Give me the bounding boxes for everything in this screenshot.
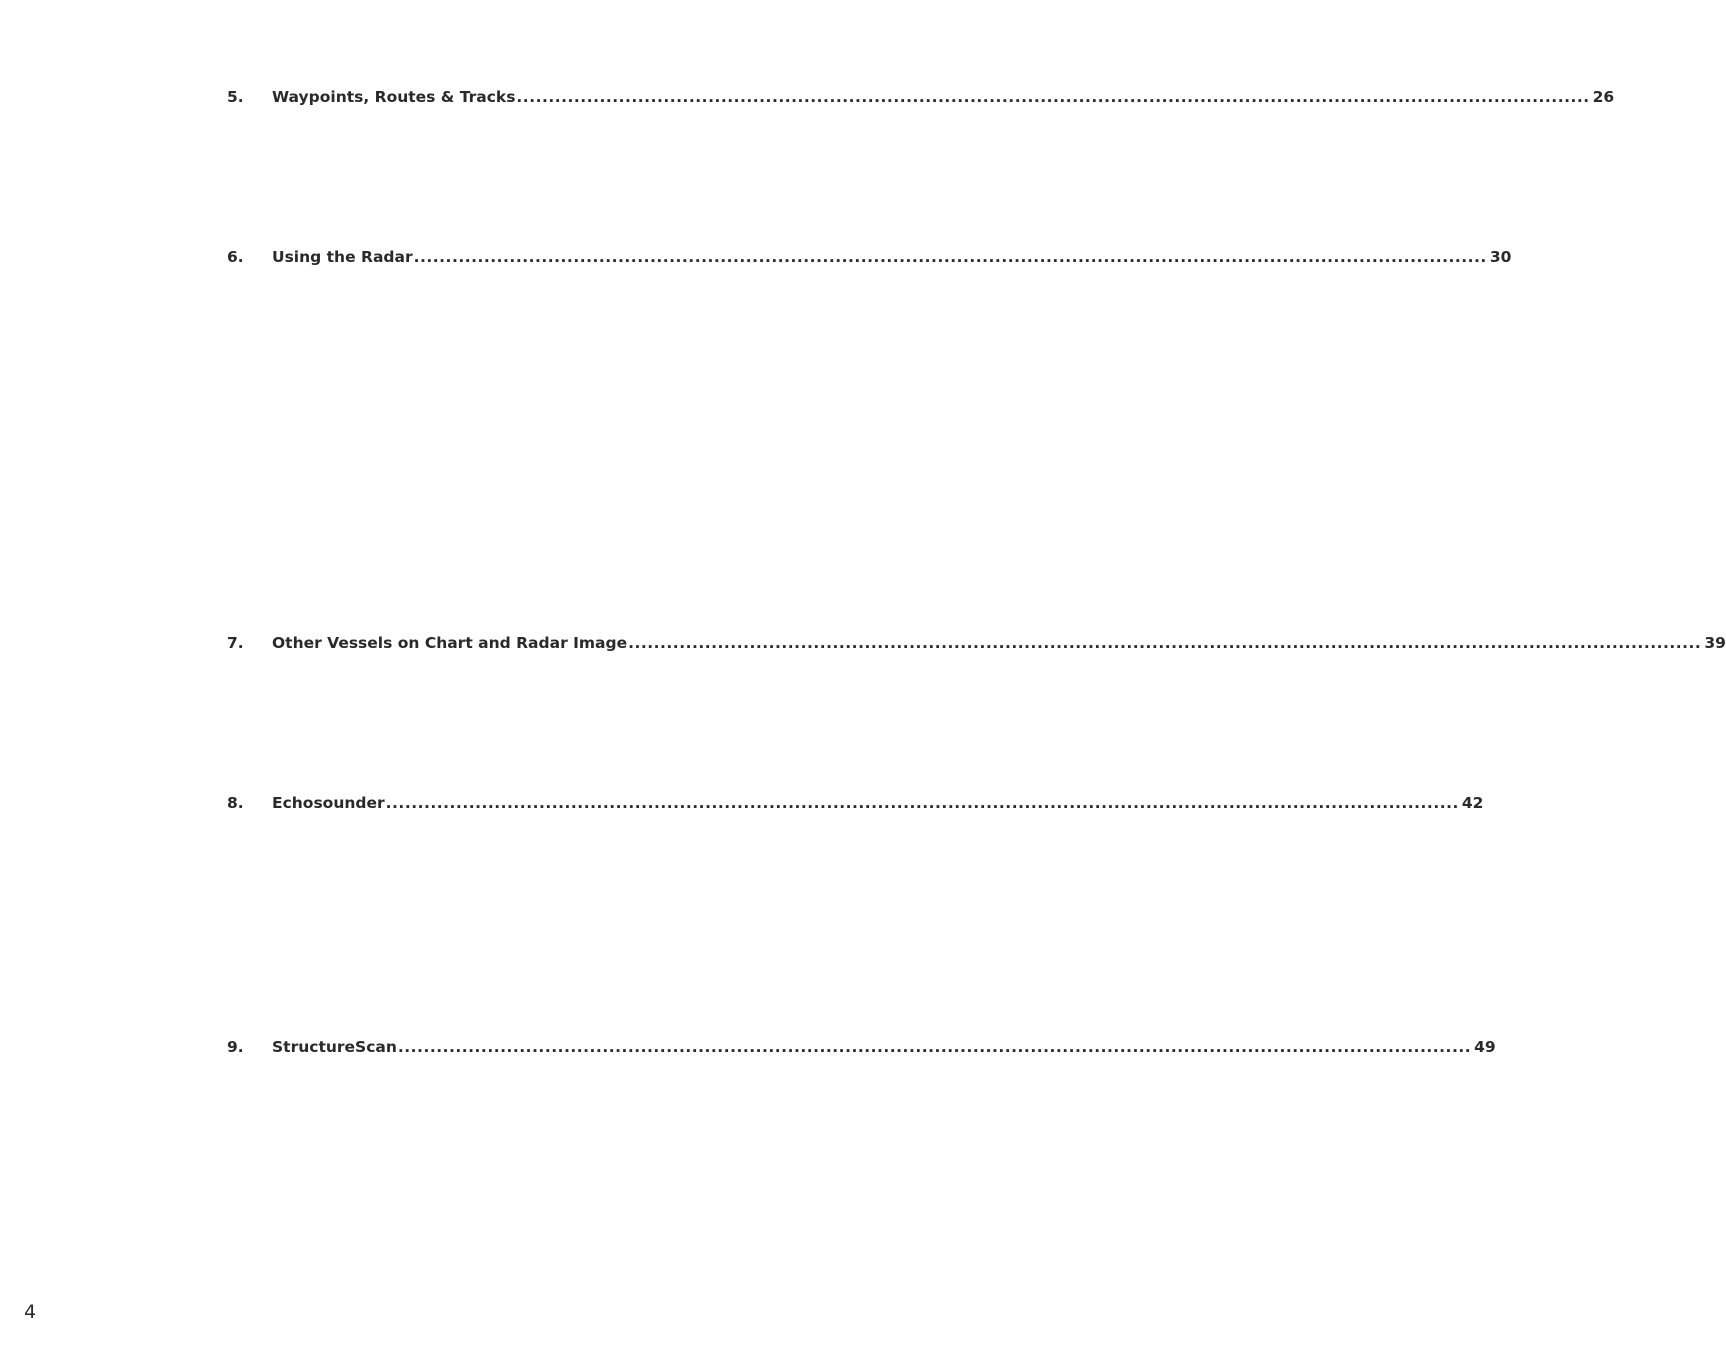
toc-entry-page: 39 [1704,634,1726,652]
toc-entry-waypoints-routes-tracks[interactable] [227,86,1615,108]
toc-entry-other-vessels[interactable] [227,632,1726,654]
toc-entry-page: 26 [1592,88,1615,106]
toc-entry-title: Echosounder [272,794,385,812]
toc-entry-echosounder[interactable] [227,792,1484,814]
toc-entry-number: 5. [227,88,244,106]
toc-dot-leader: ........................................................................................................................................................................ [516,88,1590,106]
toc-entry-page: 49 [1474,1038,1496,1056]
toc-entry-using-the-radar[interactable] [227,246,1512,268]
page-number: 4 [24,1301,37,1323]
toc-entry-number: 9. [227,1038,244,1056]
toc-dot-leader: ........................................................................................................................................................................ [413,248,1487,266]
toc-entry-page: 42 [1461,794,1484,812]
toc-entry-title: Waypoints, Routes & Tracks [272,88,516,106]
toc-entry-page: 30 [1489,248,1512,266]
toc-entry-title: StructureScan [272,1038,397,1056]
toc-entry-number: 6. [227,248,244,266]
toc-dot-leader: ........................................................................................................................................................................ [628,634,1702,652]
toc-entry-title: Using the Radar [272,248,413,266]
toc-dot-leader: ........................................................................................................................................................................ [385,794,1459,812]
toc-entry-structurescan[interactable] [227,1036,1496,1058]
toc-entry-number: 8. [227,794,244,812]
toc-entry-number: 7. [227,634,244,652]
toc-dot-leader: ........................................................................................................................................................................ [397,1038,1472,1056]
toc-entry-title: Other Vessels on Chart and Radar Image [272,634,628,652]
